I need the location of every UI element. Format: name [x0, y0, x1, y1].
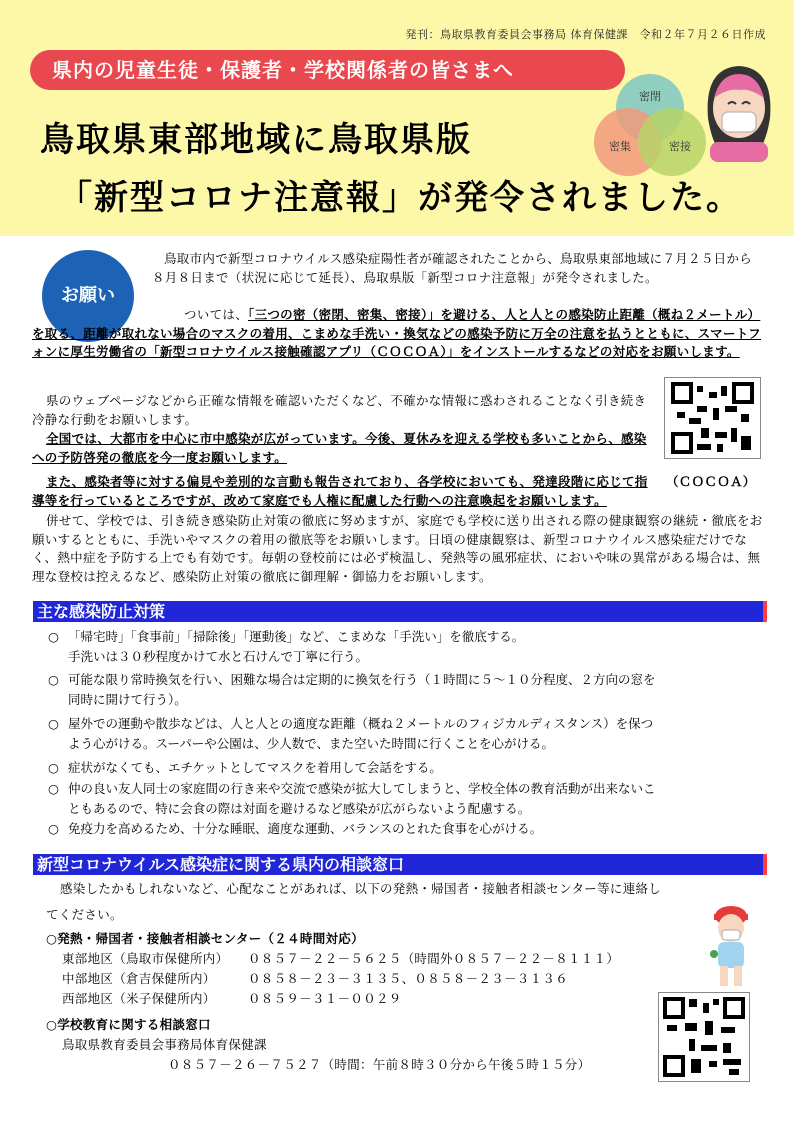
venn-right-label: 密接 [669, 140, 691, 153]
issuer-line: 発刊：鳥取県教育委員会事務局 体育保健課 令和２年７月２６日作成 [405, 28, 766, 41]
list-item: ○ 「帰宅時」「食事前」「掃除後」「運動後」など、こまめな「手洗い」を徹底する。 手洗いは３０秒程度かけて水と石けんで丁寧に行う。 [48, 629, 525, 664]
venn-left-label: 密集 [609, 140, 631, 153]
para-health-check: 併せて、学校では、引き続き感染防止対策の徹底に努めますが、家庭でも学校に送り出される際の健康観察の継続・徹底をお願いするとともに、手洗いやマスクの着用の徹底等をお願いします。日頃の健康観察は、新型コロナウイルス感染症だけでなく、熱中症を予防する上でも有効です。毎朝の登校前には必ず検温し、発熱等の風邪症状、においや味の異常がある場合は、無理な登校は控えるなど、感染防止対策の徹底に御理解・御協力をお願いします。 [32, 513, 763, 584]
para-request [32, 306, 764, 362]
section-consult-title: 新型コロナウイルス感染症に関する県内の相談窓口 [33, 854, 767, 875]
center-row-central: 中部地区（倉吉保健所内） ０８５８－２３－３１３５、０８５８－２３－３１３６ [62, 971, 569, 986]
cocoa-label: （ＣＯＣＯＡ） [666, 474, 756, 489]
para-request-lead: ついては、 [184, 307, 249, 322]
consult-intro-1: 感染したかもしれないなど、心配なことがあれば、以下の発熱・帰国者・接触者相談センター等に連絡し [60, 881, 662, 896]
para-info: 県のウェブページなどから正確な情報を確認いただくなど、不確かな情報に惑わされることなく引き続き冷静な行動をお願いします。 [32, 393, 647, 427]
venn-top-label: 密閉 [639, 90, 661, 103]
list-item: ○ 可能な限り常時換気を行い、困難な場合は定期的に換気を行う（１時間に５～１０分程度、２方向の窓を 同時に開けて行う）。 [48, 672, 656, 707]
page-title-line1: 鳥取県東部地域に鳥取県版 [40, 120, 472, 160]
audience-banner: 県内の児童生徒・保護者・学校関係者の皆さまへ [30, 50, 625, 90]
center-row-west: 西部地区（米子保健所内） ０８５９－３１－００２９ [62, 991, 402, 1006]
venn-3c-icon [590, 70, 710, 180]
qr-code-icon [658, 992, 750, 1082]
girl-mask-icon [700, 58, 778, 162]
para-intro: 鳥取市内で新型コロナウイルス感染症陽性者が確認されたことから、鳥取県東部地域に７月２５日から８月８日まで（状況に応じて延長）、鳥取県版「新型コロナ注意報」が発令されました。 [152, 251, 753, 285]
qr-code-icon [664, 377, 761, 459]
school-consult-title: ○学校教育に関する相談窓口 [46, 1017, 211, 1032]
school-hours: （時間：午前８時３０分から午後５時１５分） [321, 1057, 591, 1072]
list-item: ○ 仲の良い友人同士の家庭間の行き来や交流で感染が拡大してしまうと、学校全体の教育活動が出来ないこ ともあるので、特に会食の際は対面を避けるなど感染が広がらないよう配慮する。 [48, 781, 656, 816]
list-item: ○ 症状がなくても、エチケットとしてマスクを着用して会話をする。 [48, 760, 442, 775]
school-consult-org: 鳥取県教育委員会事務局体育保健課 [62, 1037, 267, 1052]
section-measures-title: 主な感染防止対策 [33, 601, 767, 622]
request-badge: お願い [42, 250, 134, 342]
consult-intro-2: てください。 [46, 907, 123, 922]
school-tel: ０８５７－２６－７５２７ [168, 1057, 322, 1072]
para-discrimination: また、感染者等に対する偏見や差別的な言動も報告されており、各学校においても、発達段階に応じて指導等を行っているところですが、改めて家庭でも人権に配慮した行動への注意喚起をお願いします。 [32, 474, 648, 508]
para-nationwide: 全国では、大都市を中心に市中感染が広がっています。今後、夏休みを迎える学校も多いことから、感染への予防啓発の徹底を今一度お願いします。 [32, 431, 647, 465]
child-mask-icon [706, 902, 756, 990]
school-consult-phone [168, 1056, 648, 1075]
list-item: ○ 免疫力を高めるため、十分な睡眠、適度な運動、バランスのとれた食事を心がける。 [48, 821, 543, 836]
para-request-emphasis: 「三つの密（密閉、密集、密接）」を避ける、人と人との感染防止距離（概ね２メートル）を取る、距離が取れない場合のマスクの着用、こまめな手洗い・換気などの感染予防に万全の注意を払うとともに、スマートフォンに厚生労働省の「新型コロナウイルス接触確認アプリ（ＣＯＣＯＡ）」をインストールするなどの対応をお願いします。 [32, 307, 761, 359]
center-row-east: 東部地区（鳥取市保健所内） ０８５７－２２－５６２５（時間外０８５７－２２－８１１１） [62, 951, 620, 966]
fever-center-title: ○発熱・帰国者・接触者相談センター（２４時間対応） [46, 931, 364, 946]
page-title-line2: 「新型コロナ注意報」が発令されました。 [58, 178, 742, 218]
list-item: ○ 屋外での運動や散歩などは、人と人との適度な距離（概ね２メートルのフィジカルディスタンス）を保つ よう心がける。スーパーや公園は、少人数で、また空いた時間に行くことを心がける。 [48, 716, 654, 751]
